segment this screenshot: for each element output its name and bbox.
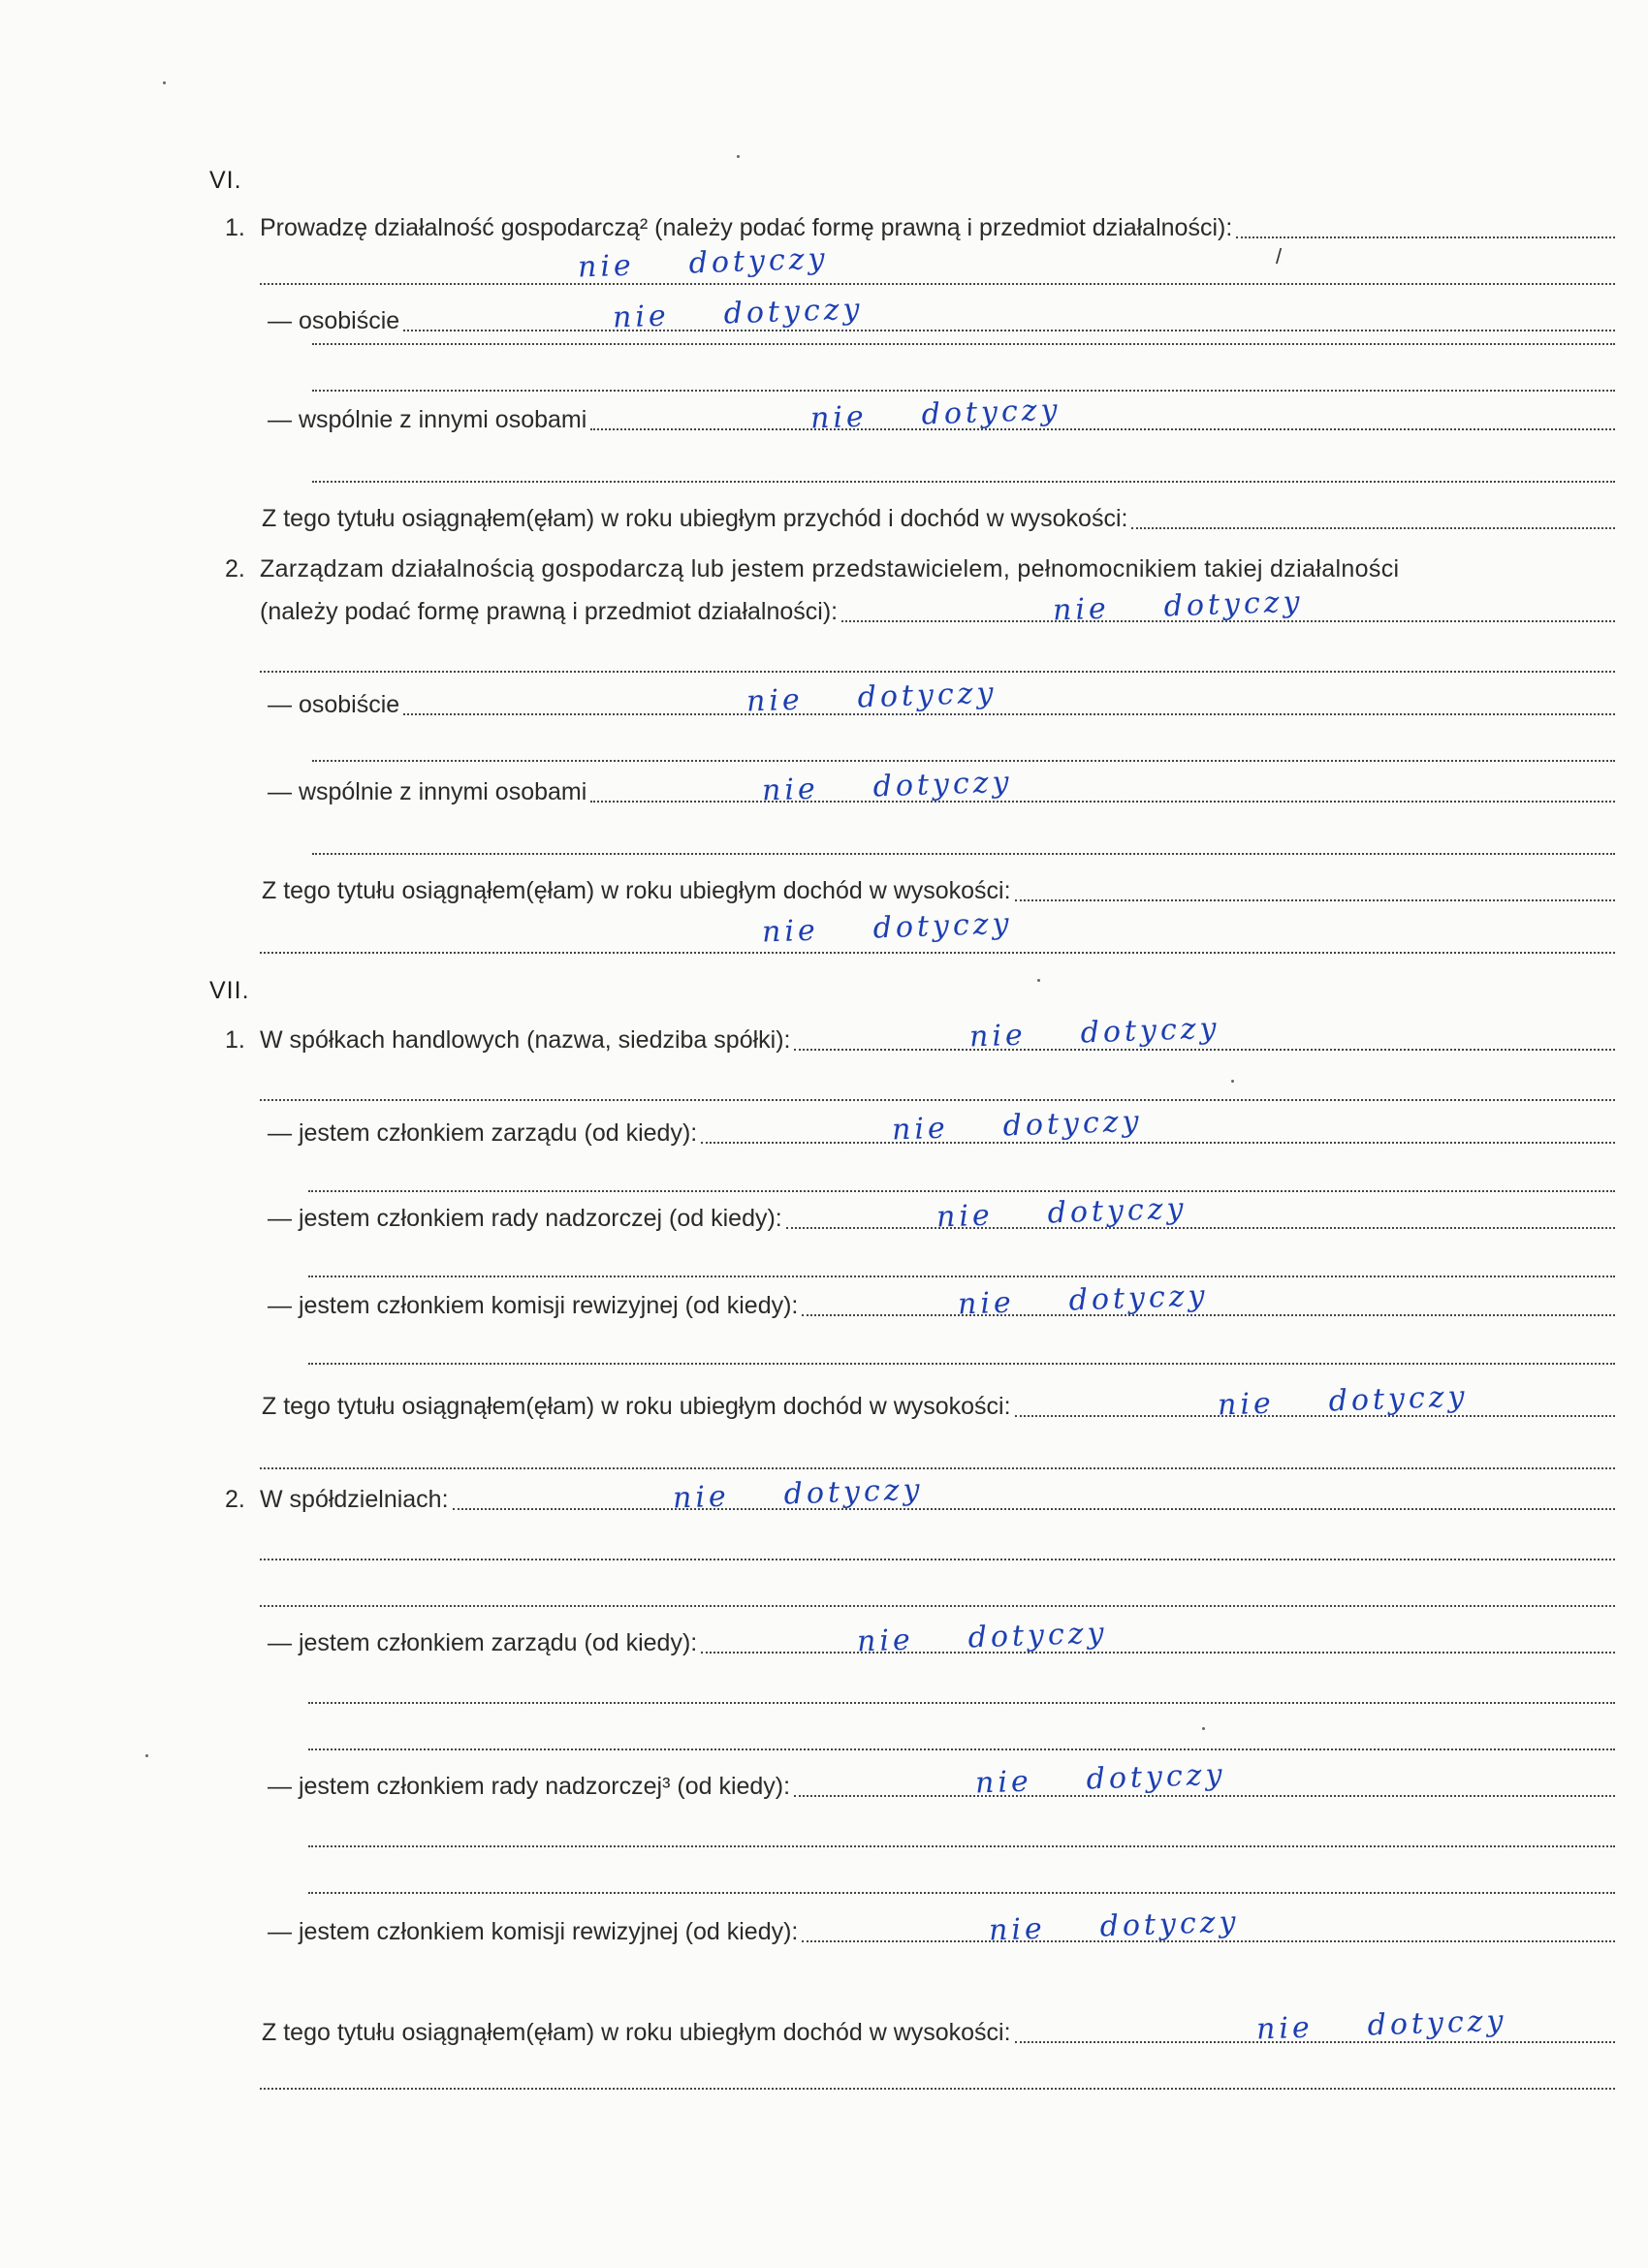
field-label: — jestem członkiem zarządu (od kiedy): [268, 1119, 698, 1147]
handwritten-word: dotyczy [1163, 584, 1305, 624]
field-label: — osobiście [268, 307, 400, 334]
handwritten-word: dotyczy [857, 676, 998, 715]
handwritten-word: nie [761, 913, 820, 950]
answer-line[interactable] [802, 1312, 1615, 1316]
answer-line[interactable] [312, 390, 1615, 392]
answer-line[interactable] [312, 853, 1615, 855]
vi-2-management-row-2 [260, 595, 1615, 628]
item-number: 1. [225, 1026, 245, 1054]
field-label: Zarządzam działalnością gospodarczą lub jestem przedstawicielem, pełnomocnikiem takiej działalności [260, 555, 1400, 583]
scan-speck [1202, 1727, 1205, 1730]
answer-line[interactable] [260, 952, 1615, 954]
handwritten-word: nie [988, 1911, 1047, 1948]
answer-line[interactable] [260, 283, 1615, 285]
vi-1-income-row [262, 502, 1615, 535]
handwritten-word: nie [577, 248, 636, 285]
handwritten-word: nie [672, 1479, 731, 1516]
field-label: — jestem członkiem rady nadzorczej (od kiedy): [268, 1205, 782, 1232]
vii-2-supervisory-row [268, 1770, 1615, 1803]
vii-1-audit-row [268, 1289, 1615, 1322]
handwritten-word: nie [761, 772, 820, 808]
field-label: (należy podać formę prawną i przedmiot działalności): [260, 598, 839, 625]
handwritten-word: dotyczy [1328, 1379, 1470, 1419]
answer-line[interactable] [308, 1748, 1615, 1750]
handwritten-word: dotyczy [1068, 1278, 1210, 1318]
handwritten-word: nie [1052, 591, 1111, 628]
handwritten-word: nie [891, 1111, 950, 1148]
handwritten-word: nie [974, 1764, 1033, 1801]
scan-speck [1037, 979, 1040, 982]
handwritten-word: nie [856, 1622, 915, 1659]
answer-line[interactable] [1015, 898, 1615, 901]
scan-speck [1231, 1080, 1234, 1083]
handwritten-word: dotyczy [723, 292, 865, 331]
handwritten-word: dotyczy [1080, 1011, 1221, 1051]
field-label: — jestem członkiem rady nadzorczej³ (od kiedy): [268, 1773, 791, 1800]
handwritten-word: nie [968, 1018, 1028, 1055]
field-label: — jestem członkiem komisji rewizyjnej (od kiedy): [268, 1292, 799, 1319]
section-vi-heading: VI. [209, 167, 242, 194]
field-label: — jestem członkiem komisji rewizyjnej (od kiedy): [268, 1918, 799, 1945]
answer-line[interactable] [308, 1276, 1615, 1277]
answer-line[interactable] [260, 671, 1615, 673]
handwritten-word: nie [745, 682, 805, 719]
field-label: — jestem członkiem zarządu (od kiedy): [268, 1629, 698, 1656]
answer-line[interactable] [312, 481, 1615, 483]
answer-line[interactable] [403, 328, 1615, 331]
answer-line[interactable] [794, 1793, 1615, 1797]
vi-1-business-row [225, 211, 1615, 244]
handwritten-word: dotyczy [688, 241, 830, 281]
item-number: 2. [225, 1486, 245, 1513]
handwritten-word: nie [809, 399, 869, 436]
answer-line[interactable] [701, 1650, 1615, 1654]
scan-speck [737, 155, 740, 158]
answer-line[interactable] [260, 1605, 1615, 1607]
field-label: W spółdzielniach: [260, 1486, 449, 1513]
handwritten-word: dotyczy [1002, 1104, 1144, 1144]
answer-line[interactable] [308, 1892, 1615, 1894]
answer-line[interactable] [590, 799, 1615, 803]
answer-line[interactable] [1131, 525, 1615, 529]
field-label: Z tego tytułu osiągnąłem(ęłam) w roku ubiegłym dochód w wysokości: [262, 877, 1011, 904]
answer-line[interactable] [1236, 235, 1615, 238]
answer-line[interactable] [590, 426, 1615, 430]
answer-line[interactable] [260, 1099, 1615, 1101]
item-number: 2. [225, 555, 245, 583]
answer-line[interactable] [403, 711, 1615, 715]
answer-line[interactable] [308, 1702, 1615, 1704]
item-number: 1. [225, 214, 245, 241]
scan-speck [145, 1754, 148, 1757]
handwritten-word: nie [935, 1198, 995, 1235]
scan-speck [163, 81, 166, 84]
answer-line[interactable] [312, 343, 1615, 345]
vi-2-income-row [262, 874, 1615, 907]
answer-line[interactable] [260, 2088, 1615, 2090]
handwritten-word: dotyczy [1367, 2003, 1508, 2043]
handwritten-word: nie [612, 299, 671, 335]
field-label: Prowadzę działalność gospodarczą² (należy podać formę prawną i przedmiot działalności): [260, 214, 1233, 241]
answer-line[interactable] [453, 1506, 1615, 1510]
answer-line[interactable] [260, 1559, 1615, 1560]
handwritten-answer [577, 241, 829, 284]
field-label: Z tego tytułu osiągnąłem(ęłam) w roku ubiegłym dochód w wysokości: [262, 2019, 1011, 2046]
answer-line[interactable] [786, 1225, 1615, 1229]
handwritten-answer [761, 906, 1013, 949]
handwritten-word: dotyczy [921, 393, 1062, 432]
handwritten-word: dotyczy [967, 1616, 1109, 1655]
vi-1-personal-row [268, 304, 1615, 337]
handwritten-word: nie [1217, 1386, 1276, 1423]
handwritten-word: dotyczy [1099, 1905, 1241, 1944]
vii-2-audit-row [268, 1915, 1615, 1948]
handwritten-word: nie [957, 1285, 1016, 1322]
field-label: W spółkach handlowych (nazwa, siedziba spółki): [260, 1026, 791, 1054]
field-label: Z tego tytułu osiągnąłem(ęłam) w roku ubiegłym dochód w wysokości: [262, 1393, 1011, 1420]
answer-line[interactable] [701, 1140, 1615, 1144]
field-label: Z tego tytułu osiągnąłem(ęłam) w roku ubiegłym przychód i dochód w wysokości: [262, 505, 1128, 532]
handwritten-word: nie [1255, 2010, 1315, 2047]
field-label: — wspólnie z innymi osobami [268, 406, 587, 433]
answer-line[interactable] [794, 1047, 1615, 1051]
handwritten-word: dotyczy [872, 765, 1014, 804]
answer-line[interactable] [312, 760, 1615, 762]
handwritten-word: dotyczy [1086, 1757, 1227, 1797]
answer-line[interactable] [260, 1467, 1615, 1469]
handwritten-word: dotyczy [872, 906, 1014, 946]
vi-2-management-row [225, 552, 1615, 585]
section-vii-heading: VII. [209, 977, 250, 1004]
handwritten-word: dotyczy [783, 1472, 925, 1512]
answer-line[interactable] [308, 1845, 1615, 1847]
field-label: — osobiście [268, 691, 400, 718]
field-label: — wspólnie z innymi osobami [268, 778, 587, 805]
stray-mark: / [1276, 244, 1283, 268]
vii-1-companies-row [225, 1024, 1615, 1056]
handwritten-word: dotyczy [1047, 1191, 1188, 1231]
answer-line[interactable] [308, 1363, 1615, 1365]
answer-line[interactable] [308, 1190, 1615, 1192]
